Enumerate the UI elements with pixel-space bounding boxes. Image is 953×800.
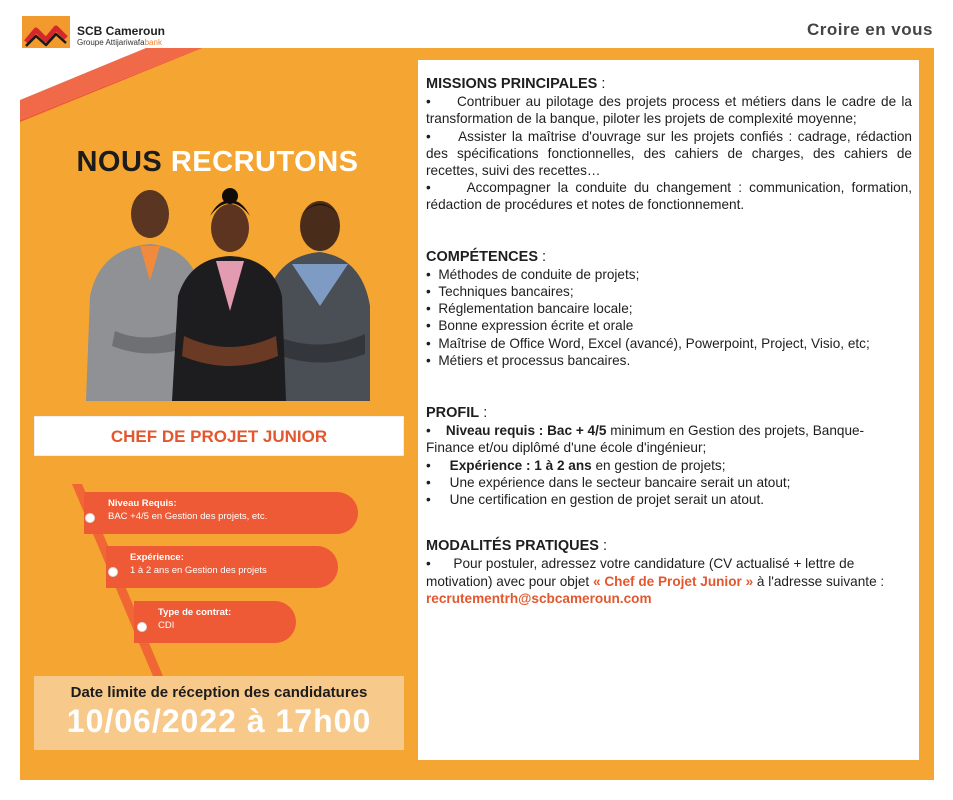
list-item: • Méthodes de conduite de projets; [426,266,640,282]
slogan: Croire en vous [806,20,933,39]
missions-title: MISSIONS PRINCIPALES : [426,76,606,92]
list-item: • Réglementation bancaire locale; [426,301,633,317]
pill-value: CDI [158,620,175,631]
modalites-text: • Pour postuler, adressez votre candidature (CV actualisé + lettre de motivation) avec pour objet « Chef de Projet Junior » à l'adresse suivante : recrutementrh@scbcameroun.com [426,556,885,606]
list-item: • Une expérience dans le secteur bancaire serait un atout; [426,474,791,490]
left-panel [20,48,415,780]
profil-section [426,405,912,508]
person-center-icon [172,188,286,401]
list-item: • Bonne expression écrite et orale [426,318,634,334]
bullet-dot-icon [85,513,95,523]
title-dark: NOUS [76,146,163,178]
pill-niveau-requis [84,492,358,534]
deadline-value: 10/06/2022 à 17h00 [66,703,372,739]
competences-section [426,249,912,369]
bullet-dot-icon [108,567,118,577]
logo-group: Groupe Attijariwafa [77,37,145,47]
pill-value: BAC +4/5 en Gestion des projets, etc. [108,511,268,522]
pill-type-contrat [134,601,296,643]
pill-label: Niveau Requis: [108,498,177,509]
bullet-dot-icon [137,622,147,632]
profil-title: PROFIL : [426,405,488,422]
missions-section [426,76,912,214]
title-light: RECRUTONS [170,146,359,178]
page-title [20,146,415,179]
logo-name: SCB Cameroun [77,23,166,38]
pill-label: Expérience: [130,552,184,563]
email-link[interactable]: recrutementrh@scbcameroun.com [426,590,652,606]
list-item: • Expérience : 1 à 2 ans en gestion de projets; [426,457,726,473]
logo-subtitle [77,38,165,47]
pill-label: Type de contrat: [158,607,232,618]
logo-bank: bank [144,37,162,47]
list-item: • Contribuer au pilotage des projets process et métiers dans le cadre de la transformation de la banque, piloter les projets de complexité moyenne; [426,94,912,127]
deadline-label: Date limite de réception des candidatures [70,684,368,701]
pill-value: 1 à 2 ans en Gestion des projets [130,565,267,576]
list-item: • Maîtrise de Office Word, Excel (avancé), Powerpoint, Project, Visio, etc; [426,335,870,351]
job-title-box: CHEF DE PROJET JUNIOR [34,416,404,456]
list-item: • Assister la maîtrise d'ouvrage sur les projets confiés : cadrage, rédaction des spécifications fonctionnelles, des cahiers de charges, des cahiers de recettes, suivi des recettes… [426,128,912,179]
job-description-panel [418,60,919,760]
list-item: • Accompagner la conduite du changement : communication, formation, rédaction de procédures et notes de fonctionnement. [426,180,912,213]
team-photo [80,186,370,401]
competences-title: COMPÉTENCES : [426,248,547,265]
subject-text: « Chef de Projet Junior » [593,573,754,589]
list-item: • Métiers et processus bancaires. [426,352,631,368]
list-item: • Une certification en gestion de projet serait un atout. [426,492,765,508]
list-item: • Niveau requis : Bac + 4/5 minimum en Gestion des projets, Banque-Finance et/ou diplômé d'une école d'ingénieur; [426,423,865,456]
deadline-box [34,676,404,750]
modalites-title: MODALITÉS PRATIQUES : [426,538,607,555]
list-item: • Techniques bancaires; [426,284,574,300]
modalites-section [426,538,912,607]
pill-experience [106,546,338,588]
